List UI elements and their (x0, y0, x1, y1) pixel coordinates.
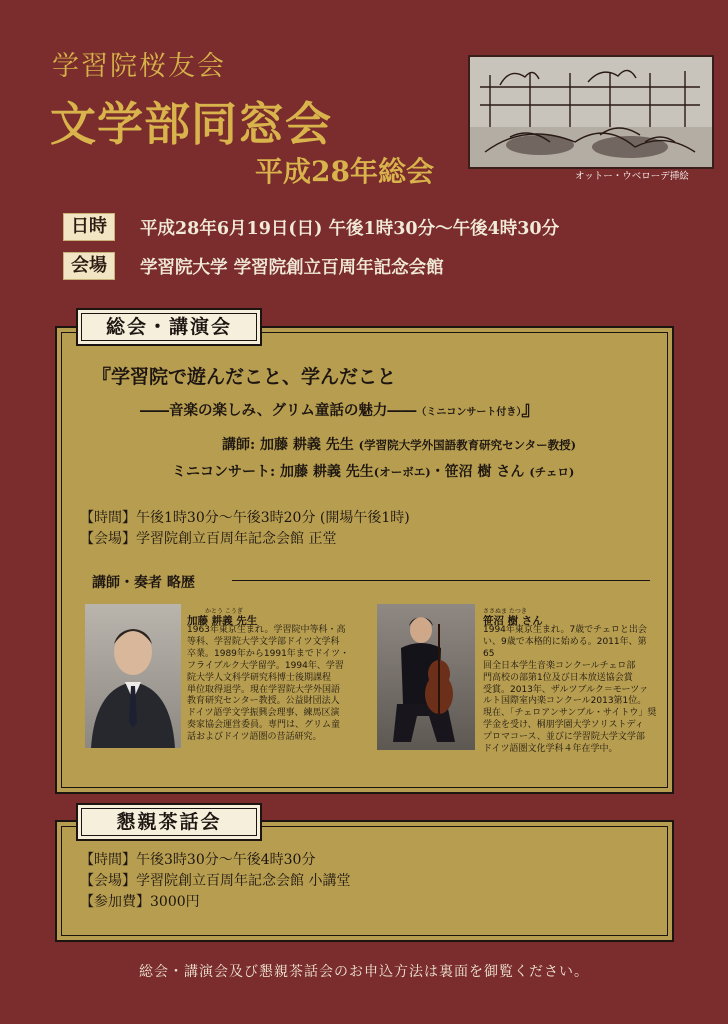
cellist-bio-name: 笹沼 樹 さん (483, 615, 543, 627)
lecture-title: 『学習院で遊んだこと、学んだこと (92, 366, 397, 388)
lecture-section-label-text: 総会・講演会 (105, 316, 232, 338)
page-subtitle: 平成28年総会 (255, 155, 434, 188)
datetime-value: 平成28年6月19日(日) 午後1時30分～午後4時30分 (140, 219, 560, 239)
lecturer-name-ruby: かとう こうぎ (205, 608, 243, 615)
page-title: 文学部同窓会 (50, 97, 332, 151)
tea-party-section-label (76, 803, 262, 841)
lecture-subtitle-note: （ミニコンサート付き） (416, 407, 522, 418)
woodcut-illustration (470, 57, 712, 167)
bio-heading: 講師・奏者 略歴 (92, 575, 195, 591)
organization-name: 学習院桜友会 (52, 51, 226, 82)
lecture-subtitle-close: 』 (521, 398, 541, 420)
lecturer-bio-name: 加藤 耕義 先生 (187, 615, 258, 627)
tea-party-section-label-text: 懇親茶話会 (116, 811, 222, 833)
lecturer-line (222, 434, 576, 454)
concert-instrument-2: (チェロ) (529, 465, 575, 479)
lecturer-photo (85, 604, 181, 748)
venue-label: 会場 (63, 252, 115, 280)
concert-performer-1: ミニコンサート: 加藤 耕義 先生 (172, 464, 374, 480)
tea-party-time: 【時間】午後3時30分～午後4時30分 (80, 852, 316, 868)
concert-performer-2: ・笹沼 樹 さん (430, 464, 525, 480)
lecture-section-label (76, 308, 262, 346)
lecturer-affiliation: (学習院大学外国語教育研究センター教授) (358, 438, 577, 452)
footer-note: 総会・講演会及び懇親茶話会のお申込方法は裏面を御覧ください。 (139, 964, 589, 980)
lecture-subtitle (140, 394, 540, 421)
illustration-caption: オットー・ウベローデ挿絵 (575, 171, 689, 182)
lecturer-bio-text: 1963年東京生まれ。学習院中等科・高 等科、学習院大学文学部ドイツ文学科 卒業。1989年から1991年までドイツ・ フライブルク大学留学。1994年、学習 院大学人文科学研究科博士後期課程 単位取得退学。現在学習院大学外国語 教育研究センター教授。公益財団法人 ドイツ語学文学振興会理事、練馬区演 奏家協会運営委員。専門は、グリム童 話およびドイツ語圏の昔話研究。 (187, 625, 350, 743)
lecture-place: 【会場】学習院創立百周年記念会館 正堂 (80, 531, 337, 547)
cellist-bio-text: 1994年東京生まれ。7歳でチェロと出会 い、9歳で本格的に始める。2011年、第65 回全日本学生音楽コンクールチェロ部 門高校の部第1位及び日本放送協会賞 受賞。2013年、ザルツブルク＝モーツァ ルト国際室内楽コンクール2013第1位。 現在、「チェロアンサンブル・サイトウ」奨 学金を受け、桐朋学園大学ソリストディ プロマコース、並びに学習院大学文学部 ドイツ語圏文化学科４年在学中。 (483, 625, 657, 755)
illustration-image (468, 55, 714, 169)
lecture-subtitle-main: ――音楽の楽しみ、グリム童話の魅力―― (140, 402, 417, 419)
datetime-label: 日時 (63, 213, 115, 241)
concert-instrument-1: (オーボエ) (373, 465, 431, 479)
tea-party-place: 【会場】学習院創立百周年記念会館 小講堂 (80, 873, 351, 889)
lecturer-name: 講師: 加藤 耕義 先生 (222, 437, 354, 453)
cellist-photo (377, 604, 475, 750)
cellist-name-ruby: ささぬま たつき (483, 608, 527, 615)
bio-divider (232, 580, 650, 581)
venue-value: 学習院大学 学習院創立百周年記念会館 (140, 258, 444, 278)
concert-line (172, 461, 574, 481)
lecture-time: 【時間】午後1時30分～午後3時20分 (開場午後1時) (80, 510, 410, 526)
tea-party-fee: 【参加費】3000円 (80, 894, 200, 910)
